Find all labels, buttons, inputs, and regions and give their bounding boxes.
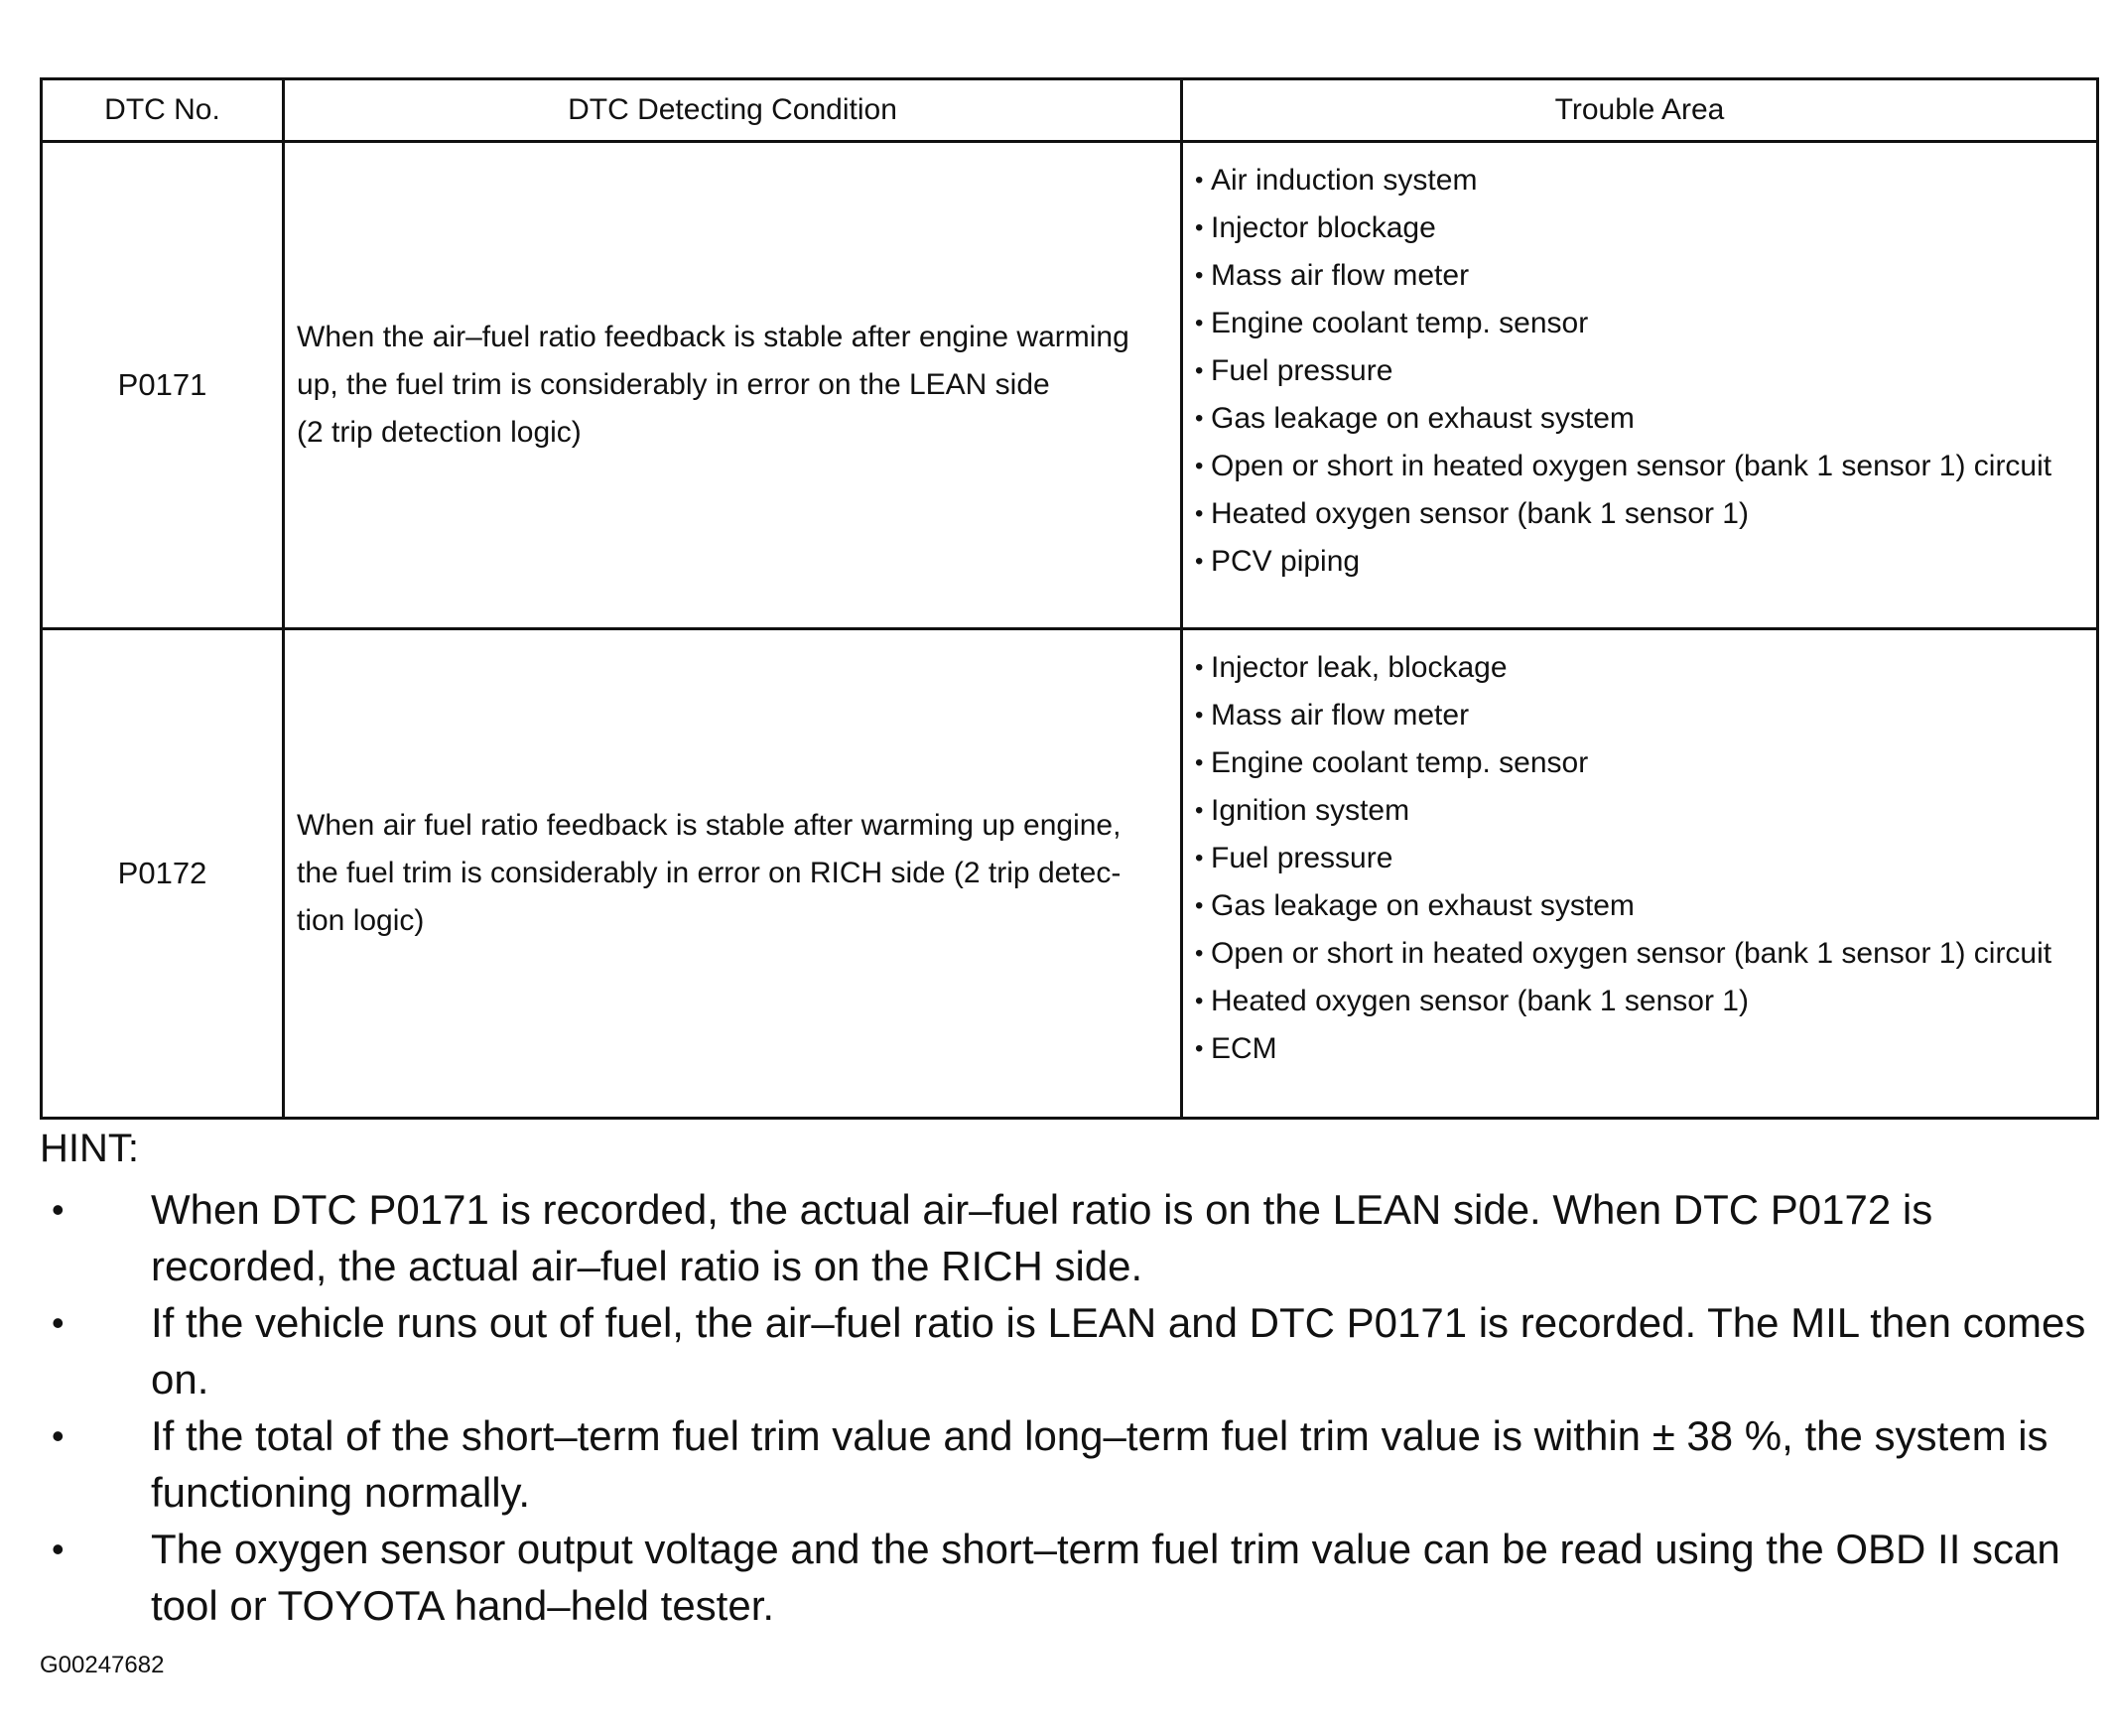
condition-line: tion logic) (297, 904, 425, 937)
list-item: • Air induction system (1195, 157, 2084, 204)
list-item: • Fuel pressure (1195, 835, 2084, 882)
bullet-icon: • (1195, 500, 1204, 527)
hint-item: • If the total of the short–term fuel trim value and long–term fuel trim value is within ± 38 %, the system is functioning normally. (40, 1407, 2096, 1521)
bullet-icon: • (1195, 654, 1204, 681)
trouble-area-cell (1182, 629, 2098, 1119)
hint-list (40, 1181, 2096, 1634)
header-condition: DTC Detecting Condition (284, 79, 1182, 142)
trouble-area-list (1195, 157, 2084, 586)
trouble-area-cell (1182, 142, 2098, 629)
figure-reference-code: G00247682 (40, 1652, 165, 1678)
hint-item: • If the vehicle runs out of fuel, the air–fuel ratio is LEAN and DTC P0171 is recorded. The MIL then comes on. (40, 1294, 2096, 1407)
condition-line: (2 trip detection logic) (297, 416, 582, 449)
bullet-icon: • (1195, 167, 1204, 194)
list-item: • Gas leakage on exhaust system (1195, 395, 2084, 443)
bullet-icon: • (1195, 214, 1204, 241)
list-item: • Ignition system (1195, 787, 2084, 835)
list-item: • Gas leakage on exhaust system (1195, 882, 2084, 930)
table-header-row (42, 79, 2098, 142)
bullet-icon: • (1195, 702, 1204, 729)
trouble-area-list (1195, 644, 2084, 1073)
detecting-condition (284, 142, 1182, 629)
condition-line: When the air–fuel ratio feedback is stable after engine warming (297, 321, 1129, 353)
bullet-icon: • (1195, 548, 1204, 575)
header-dtc-no: DTC No. (42, 79, 284, 142)
hint-title: HINT: (40, 1127, 139, 1170)
condition-line: When air fuel ratio feedback is stable after warming up engine, (297, 809, 1122, 842)
bullet-icon: • (1195, 262, 1204, 289)
list-item: • Engine coolant temp. sensor (1195, 300, 2084, 347)
list-item: • Fuel pressure (1195, 347, 2084, 395)
table-row-p0171 (42, 142, 2098, 629)
list-item: • Heated oxygen sensor (bank 1 sensor 1) (1195, 490, 2084, 538)
bullet-icon: • (1195, 405, 1204, 432)
condition-line: up, the fuel trim is considerably in error on the LEAN side (297, 368, 1050, 401)
condition-line: the fuel trim is considerably in error on RICH side (2 trip detec- (297, 857, 1122, 889)
dtc-code: P0172 (42, 629, 284, 1119)
dtc-code: P0171 (42, 142, 284, 629)
hint-item: • The oxygen sensor output voltage and the short–term fuel trim value can be read using the OBD II scan tool or TOYOTA hand–held tester. (40, 1521, 2096, 1634)
bullet-icon: • (52, 1302, 65, 1343)
list-item: • ECM (1195, 1025, 2084, 1073)
bullet-icon: • (1195, 749, 1204, 776)
bullet-icon: • (1195, 940, 1204, 967)
bullet-icon: • (1195, 1035, 1204, 1062)
bullet-icon: • (1195, 845, 1204, 871)
list-item: • PCV piping (1195, 538, 2084, 586)
hint-item: • When DTC P0171 is recorded, the actual air–fuel ratio is on the LEAN side. When DTC P0172 is recorded, the actual air–fuel ratio is on the RICH side. (40, 1181, 2096, 1294)
bullet-icon: • (1195, 453, 1204, 479)
bullet-icon: • (1195, 892, 1204, 919)
bullet-icon: • (1195, 988, 1204, 1014)
bullet-icon: • (1195, 357, 1204, 384)
list-item: • Mass air flow meter (1195, 252, 2084, 300)
bullet-icon: • (1195, 310, 1204, 336)
bullet-icon: • (52, 1529, 65, 1569)
list-item: • Open or short in heated oxygen sensor (bank 1 sensor 1) circuit (1195, 443, 2084, 490)
detecting-condition (284, 629, 1182, 1119)
bullet-icon: • (52, 1415, 65, 1456)
dtc-table (40, 77, 2099, 1120)
table-row-p0172 (42, 629, 2098, 1119)
list-item: • Injector blockage (1195, 204, 2084, 252)
list-item: • Open or short in heated oxygen sensor (bank 1 sensor 1) circuit (1195, 930, 2084, 978)
bullet-icon: • (52, 1189, 65, 1230)
list-item: • Engine coolant temp. sensor (1195, 739, 2084, 787)
header-trouble-area: Trouble Area (1182, 79, 2098, 142)
list-item: • Mass air flow meter (1195, 692, 2084, 739)
bullet-icon: • (1195, 797, 1204, 824)
list-item: • Heated oxygen sensor (bank 1 sensor 1) (1195, 978, 2084, 1025)
list-item: • Injector leak, blockage (1195, 644, 2084, 692)
